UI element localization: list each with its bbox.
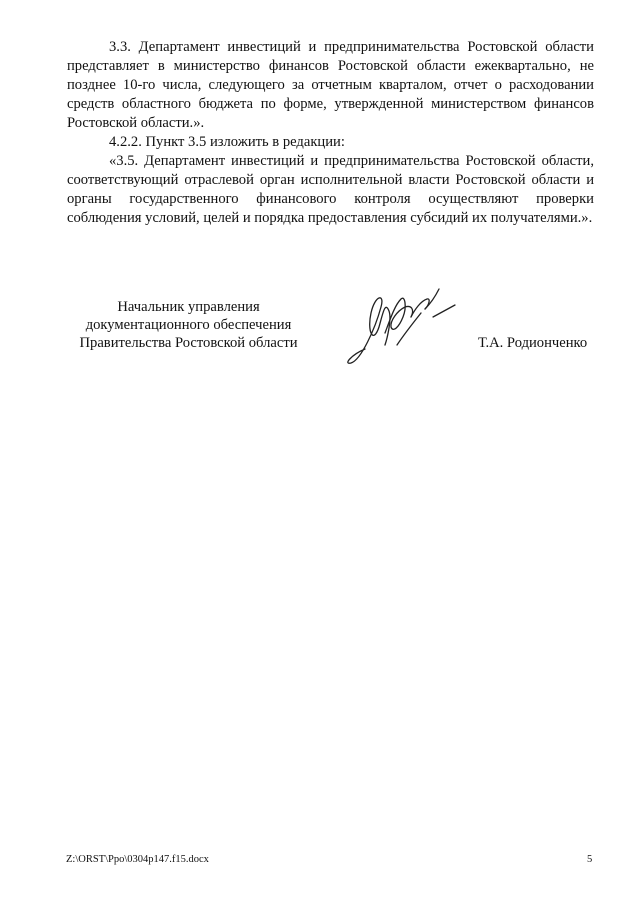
signatory-position-line-1: Начальник управления <box>117 299 260 315</box>
paragraph-3-3: 3.3. Департамент инвестиций и предпринимательства Ростовской области представляет в министерство финансов Ростовской области ежеквартально, не позднее 10-го числа, следующего за отчетным кварталом, отчет о расходовании средств областного бюджета по форме, утвержденной министерством финансов Ростовской области.». <box>67 39 594 131</box>
signatory-position-line-2: документационного обеспечения <box>85 317 292 333</box>
paragraph-4-2-2: 4.2.2. Пункт 3.5 изложить в редакции: <box>109 134 345 150</box>
page-number: 5 <box>587 854 593 865</box>
signatory-position <box>66 298 311 352</box>
handwritten-signature <box>335 283 460 373</box>
signer-name: Т.А. Родионченко <box>478 335 588 351</box>
signatory-position-line-3: Правительства Ростовской области <box>79 335 298 351</box>
footer-file-path: Z:\ORST\Ppo\0304p147.f15.docx <box>66 854 209 865</box>
document-body <box>67 38 594 228</box>
paragraph-3-5-new: «3.5. Департамент инвестиций и предпринимательства Ростовской области, соответствующий отраслевой орган исполнительной власти Ростовской области и органы государственного финансового контроля осуществляют проверки соблюдения условий, целей и порядка предоставления субсидий их получателями.». <box>67 153 594 226</box>
